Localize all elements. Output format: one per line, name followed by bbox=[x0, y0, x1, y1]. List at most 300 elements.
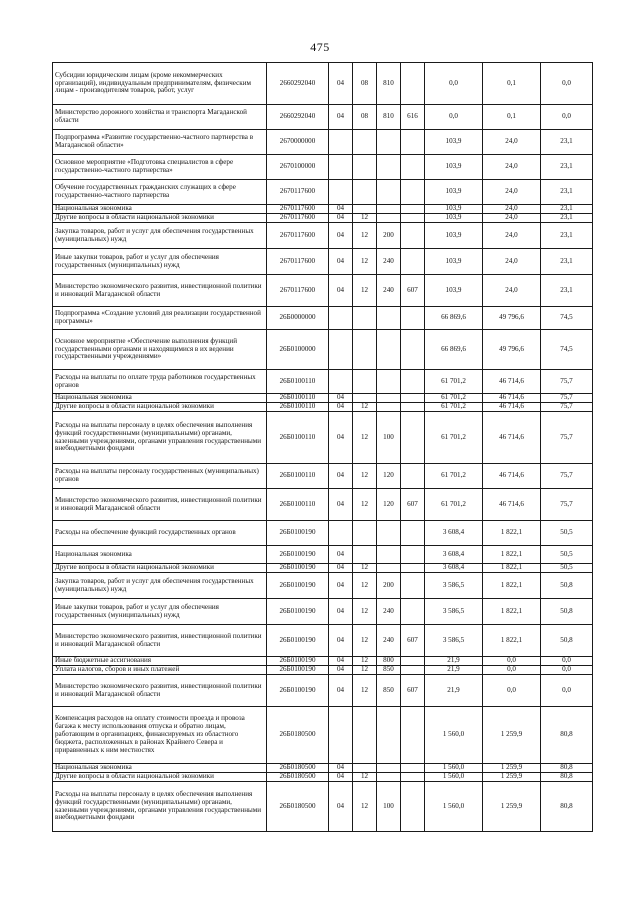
planned-amount: 103,9 bbox=[425, 180, 483, 205]
planned-amount: 66 869,6 bbox=[425, 330, 483, 370]
expense-type-code: 810 bbox=[377, 63, 401, 105]
section-code: 04 bbox=[329, 625, 353, 657]
administrator-code bbox=[401, 249, 425, 275]
expense-type-code bbox=[377, 521, 401, 546]
subsection-code: 12 bbox=[353, 275, 377, 307]
planned-amount: 61 701,2 bbox=[425, 370, 483, 394]
subsection-code: 12 bbox=[353, 625, 377, 657]
execution-percent: 80,8 bbox=[541, 773, 593, 782]
administrator-code bbox=[401, 394, 425, 403]
execution-percent: 75,7 bbox=[541, 403, 593, 412]
section-code: 04 bbox=[329, 105, 353, 130]
administrator-code bbox=[401, 666, 425, 675]
administrator-code: 607 bbox=[401, 675, 425, 707]
subsection-code: 12 bbox=[353, 403, 377, 412]
target-code: 2660292040 bbox=[267, 63, 329, 105]
administrator-code bbox=[401, 330, 425, 370]
subsection-code bbox=[353, 155, 377, 180]
target-code: 26Б0100190 bbox=[267, 675, 329, 707]
expense-type-code: 100 bbox=[377, 412, 401, 464]
executed-amount: 0,1 bbox=[483, 105, 541, 130]
execution-percent: 50,5 bbox=[541, 521, 593, 546]
row-name: Подпрограмма «Создание условий для реализации государственной программы» bbox=[53, 307, 267, 330]
administrator-code bbox=[401, 412, 425, 464]
executed-amount: 0,1 bbox=[483, 63, 541, 105]
section-code: 04 bbox=[329, 666, 353, 675]
target-code: 26Б0100110 bbox=[267, 403, 329, 412]
section-code bbox=[329, 330, 353, 370]
execution-percent: 50,5 bbox=[541, 546, 593, 564]
execution-percent: 75,7 bbox=[541, 464, 593, 489]
target-code: 26Б0180500 bbox=[267, 707, 329, 764]
execution-percent: 80,8 bbox=[541, 764, 593, 773]
planned-amount: 0,0 bbox=[425, 105, 483, 130]
administrator-code: 607 bbox=[401, 489, 425, 521]
row-name: Иные закупки товаров, работ и услуг для обеспечения государственных (муниципальных) нужд bbox=[53, 249, 267, 275]
planned-amount: 61 701,2 bbox=[425, 394, 483, 403]
table-row bbox=[53, 330, 593, 370]
administrator-code bbox=[401, 782, 425, 832]
target-code: 26Б0100190 bbox=[267, 546, 329, 564]
table-row bbox=[53, 599, 593, 625]
target-code: 26Б0180500 bbox=[267, 782, 329, 832]
section-code: 04 bbox=[329, 214, 353, 223]
table-row bbox=[53, 564, 593, 573]
target-code: 2670117600 bbox=[267, 205, 329, 214]
section-code: 04 bbox=[329, 657, 353, 666]
planned-amount: 3 586,5 bbox=[425, 573, 483, 599]
execution-percent: 50,8 bbox=[541, 625, 593, 657]
execution-percent: 75,7 bbox=[541, 412, 593, 464]
subsection-code: 12 bbox=[353, 573, 377, 599]
row-name: Обучение государственных гражданских служащих в сфере государственно-частного партнерства bbox=[53, 180, 267, 205]
table-row bbox=[53, 573, 593, 599]
executed-amount: 1 259,9 bbox=[483, 773, 541, 782]
section-code: 04 bbox=[329, 489, 353, 521]
administrator-code bbox=[401, 205, 425, 214]
planned-amount: 61 701,2 bbox=[425, 412, 483, 464]
subsection-code: 12 bbox=[353, 249, 377, 275]
section-code: 04 bbox=[329, 63, 353, 105]
expense-type-code bbox=[377, 307, 401, 330]
execution-percent: 23,1 bbox=[541, 249, 593, 275]
subsection-code bbox=[353, 180, 377, 205]
row-name: Другие вопросы в области национальной экономики bbox=[53, 773, 267, 782]
planned-amount: 103,9 bbox=[425, 155, 483, 180]
table-row bbox=[53, 782, 593, 832]
section-code: 04 bbox=[329, 773, 353, 782]
section-code: 04 bbox=[329, 394, 353, 403]
subsection-code: 12 bbox=[353, 666, 377, 675]
planned-amount: 3 608,4 bbox=[425, 564, 483, 573]
administrator-code bbox=[401, 214, 425, 223]
section-code: 04 bbox=[329, 403, 353, 412]
administrator-code bbox=[401, 63, 425, 105]
expense-type-code: 850 bbox=[377, 666, 401, 675]
executed-amount: 1 822,1 bbox=[483, 599, 541, 625]
budget-table bbox=[52, 62, 593, 832]
expense-type-code bbox=[377, 564, 401, 573]
target-code: 26Б0100110 bbox=[267, 412, 329, 464]
planned-amount: 61 701,2 bbox=[425, 403, 483, 412]
execution-percent: 75,7 bbox=[541, 394, 593, 403]
execution-percent: 50,8 bbox=[541, 599, 593, 625]
subsection-code: 08 bbox=[353, 105, 377, 130]
target-code: 26Б0100190 bbox=[267, 573, 329, 599]
execution-percent: 0,0 bbox=[541, 666, 593, 675]
execution-percent: 23,1 bbox=[541, 130, 593, 155]
target-code: 26Б0100190 bbox=[267, 521, 329, 546]
planned-amount: 3 586,5 bbox=[425, 599, 483, 625]
target-code: 26Б0000000 bbox=[267, 307, 329, 330]
administrator-code bbox=[401, 155, 425, 180]
planned-amount: 66 869,6 bbox=[425, 307, 483, 330]
administrator-code bbox=[401, 573, 425, 599]
target-code: 26Б0100190 bbox=[267, 564, 329, 573]
subsection-code: 12 bbox=[353, 412, 377, 464]
planned-amount: 0,0 bbox=[425, 63, 483, 105]
section-code: 04 bbox=[329, 675, 353, 707]
administrator-code: 607 bbox=[401, 625, 425, 657]
executed-amount: 24,0 bbox=[483, 223, 541, 249]
target-code: 26Б0180500 bbox=[267, 764, 329, 773]
target-code: 26Б0100110 bbox=[267, 489, 329, 521]
administrator-code bbox=[401, 464, 425, 489]
expense-type-code: 120 bbox=[377, 464, 401, 489]
planned-amount: 61 701,2 bbox=[425, 489, 483, 521]
executed-amount: 0,0 bbox=[483, 657, 541, 666]
row-name: Расходы на обеспечение функций государственных органов bbox=[53, 521, 267, 546]
execution-percent: 23,1 bbox=[541, 205, 593, 214]
table-row bbox=[53, 773, 593, 782]
table-row bbox=[53, 223, 593, 249]
target-code: 26Б0100110 bbox=[267, 394, 329, 403]
executed-amount: 49 796,6 bbox=[483, 307, 541, 330]
table-row bbox=[53, 489, 593, 521]
subsection-code: 12 bbox=[353, 564, 377, 573]
table-row bbox=[53, 370, 593, 394]
target-code: 26Б0100190 bbox=[267, 625, 329, 657]
planned-amount: 21,9 bbox=[425, 657, 483, 666]
expense-type-code bbox=[377, 214, 401, 223]
subsection-code: 12 bbox=[353, 657, 377, 666]
planned-amount: 103,9 bbox=[425, 249, 483, 275]
row-name: Основное мероприятие «Подготовка специалистов в сфере государственно-частного партнерства» bbox=[53, 155, 267, 180]
administrator-code bbox=[401, 223, 425, 249]
row-name: Расходы на выплаты по оплате труда работников государственных органов bbox=[53, 370, 267, 394]
table-row bbox=[53, 521, 593, 546]
execution-percent: 23,1 bbox=[541, 275, 593, 307]
target-code: 26Б0100190 bbox=[267, 657, 329, 666]
table-row bbox=[53, 63, 593, 105]
target-code: 26Б0100110 bbox=[267, 370, 329, 394]
execution-percent: 23,1 bbox=[541, 223, 593, 249]
executed-amount: 46 714,6 bbox=[483, 370, 541, 394]
target-code: 2660292040 bbox=[267, 105, 329, 130]
administrator-code bbox=[401, 707, 425, 764]
planned-amount: 3 586,5 bbox=[425, 625, 483, 657]
executed-amount: 46 714,6 bbox=[483, 464, 541, 489]
executed-amount: 1 822,1 bbox=[483, 625, 541, 657]
administrator-code bbox=[401, 564, 425, 573]
row-name: Основное мероприятие «Обеспечение выполнения функций государственными органами и находящимися в их ведении государственными учреждениями» bbox=[53, 330, 267, 370]
expense-type-code: 240 bbox=[377, 275, 401, 307]
subsection-code bbox=[353, 546, 377, 564]
target-code: 2670117600 bbox=[267, 180, 329, 205]
row-name: Другие вопросы в области национальной экономики bbox=[53, 214, 267, 223]
subsection-code: 12 bbox=[353, 675, 377, 707]
table-row bbox=[53, 105, 593, 130]
row-name: Закупка товаров, работ и услуг для обеспечения государственных (муниципальных) нужд bbox=[53, 573, 267, 599]
executed-amount: 24,0 bbox=[483, 205, 541, 214]
subsection-code: 08 bbox=[353, 63, 377, 105]
row-name: Закупка товаров, работ и услуг для обеспечения государственных (муниципальных) нужд bbox=[53, 223, 267, 249]
executed-amount: 24,0 bbox=[483, 155, 541, 180]
executed-amount: 46 714,6 bbox=[483, 403, 541, 412]
execution-percent: 50,5 bbox=[541, 564, 593, 573]
execution-percent: 50,8 bbox=[541, 573, 593, 599]
planned-amount: 1 560,0 bbox=[425, 782, 483, 832]
expense-type-code bbox=[377, 773, 401, 782]
planned-amount: 103,9 bbox=[425, 205, 483, 214]
section-code bbox=[329, 370, 353, 394]
executed-amount: 1 822,1 bbox=[483, 573, 541, 599]
subsection-code: 12 bbox=[353, 214, 377, 223]
planned-amount: 1 560,0 bbox=[425, 707, 483, 764]
administrator-code bbox=[401, 764, 425, 773]
expense-type-code bbox=[377, 707, 401, 764]
subsection-code bbox=[353, 521, 377, 546]
table-row bbox=[53, 180, 593, 205]
planned-amount: 3 608,4 bbox=[425, 546, 483, 564]
section-code: 04 bbox=[329, 205, 353, 214]
executed-amount: 49 796,6 bbox=[483, 330, 541, 370]
administrator-code bbox=[401, 657, 425, 666]
subsection-code: 12 bbox=[353, 782, 377, 832]
section-code: 04 bbox=[329, 249, 353, 275]
row-name: Другие вопросы в области национальной экономики bbox=[53, 403, 267, 412]
planned-amount: 21,9 bbox=[425, 666, 483, 675]
expense-type-code bbox=[377, 370, 401, 394]
row-name: Национальная экономика bbox=[53, 764, 267, 773]
table-row bbox=[53, 675, 593, 707]
target-code: 2670117600 bbox=[267, 275, 329, 307]
target-code: 26Б0100190 bbox=[267, 666, 329, 675]
expense-type-code: 810 bbox=[377, 105, 401, 130]
subsection-code bbox=[353, 707, 377, 764]
executed-amount: 1 822,1 bbox=[483, 546, 541, 564]
row-name: Субсидии юридическим лицам (кроме некоммерческих организаций), индивидуальным предпринимателям, физическим лицам - производителям товаров, работ, услуг bbox=[53, 63, 267, 105]
table-row bbox=[53, 307, 593, 330]
execution-percent: 74,5 bbox=[541, 307, 593, 330]
row-name: Подпрограмма «Развитие государственно-частного партнерства в Магаданской области» bbox=[53, 130, 267, 155]
administrator-code bbox=[401, 546, 425, 564]
row-name: Расходы на выплаты персоналу в целях обеспечения выполнения функций государственными (муниципальными) органами, казенными учреждениями, органами управления государственными внебюджетными фондами bbox=[53, 412, 267, 464]
subsection-code bbox=[353, 370, 377, 394]
planned-amount: 21,9 bbox=[425, 675, 483, 707]
subsection-code bbox=[353, 130, 377, 155]
table-row bbox=[53, 666, 593, 675]
expense-type-code: 100 bbox=[377, 782, 401, 832]
section-code bbox=[329, 130, 353, 155]
execution-percent: 80,8 bbox=[541, 707, 593, 764]
row-name: Национальная экономика bbox=[53, 546, 267, 564]
table-row bbox=[53, 275, 593, 307]
execution-percent: 80,8 bbox=[541, 782, 593, 832]
administrator-code bbox=[401, 130, 425, 155]
execution-percent: 0,0 bbox=[541, 105, 593, 130]
executed-amount: 1 259,9 bbox=[483, 707, 541, 764]
planned-amount: 61 701,2 bbox=[425, 464, 483, 489]
section-code: 04 bbox=[329, 412, 353, 464]
subsection-code bbox=[353, 307, 377, 330]
administrator-code bbox=[401, 521, 425, 546]
administrator-code bbox=[401, 403, 425, 412]
page-number: 475 bbox=[310, 40, 330, 54]
target-code: 2670117600 bbox=[267, 223, 329, 249]
table-row bbox=[53, 130, 593, 155]
execution-percent: 74,5 bbox=[541, 330, 593, 370]
section-code: 04 bbox=[329, 464, 353, 489]
expense-type-code: 200 bbox=[377, 573, 401, 599]
execution-percent: 75,7 bbox=[541, 370, 593, 394]
executed-amount: 1 259,9 bbox=[483, 782, 541, 832]
planned-amount: 103,9 bbox=[425, 275, 483, 307]
row-name: Иные бюджетные ассигнования bbox=[53, 657, 267, 666]
execution-percent: 23,1 bbox=[541, 214, 593, 223]
target-code: 26Б0100190 bbox=[267, 599, 329, 625]
target-code: 26Б0180500 bbox=[267, 773, 329, 782]
executed-amount: 24,0 bbox=[483, 130, 541, 155]
executed-amount: 24,0 bbox=[483, 180, 541, 205]
execution-percent: 75,7 bbox=[541, 489, 593, 521]
table-body bbox=[53, 63, 593, 832]
subsection-code bbox=[353, 330, 377, 370]
subsection-code: 12 bbox=[353, 223, 377, 249]
section-code bbox=[329, 707, 353, 764]
section-code: 04 bbox=[329, 275, 353, 307]
target-code: 2670117600 bbox=[267, 249, 329, 275]
row-name: Министерство дорожного хозяйства и транспорта Магаданской области bbox=[53, 105, 267, 130]
section-code: 04 bbox=[329, 546, 353, 564]
row-name: Министерство экономического развития, инвестиционной политики и инноваций Магаданской области bbox=[53, 625, 267, 657]
row-name: Расходы на выплаты персоналу в целях обеспечения выполнения функций государственными (муниципальными) органами, казенными учреждениями, органами управления государственными внебюджетными фондами bbox=[53, 782, 267, 832]
table-row bbox=[53, 412, 593, 464]
administrator-code bbox=[401, 180, 425, 205]
administrator-code bbox=[401, 773, 425, 782]
expense-type-code: 240 bbox=[377, 249, 401, 275]
section-code: 04 bbox=[329, 782, 353, 832]
expense-type-code bbox=[377, 155, 401, 180]
section-code: 04 bbox=[329, 573, 353, 599]
expense-type-code bbox=[377, 330, 401, 370]
row-name: Министерство экономического развития, инвестиционной политики и инноваций Магаданской области bbox=[53, 675, 267, 707]
row-name: Национальная экономика bbox=[53, 394, 267, 403]
section-code bbox=[329, 307, 353, 330]
execution-percent: 23,1 bbox=[541, 180, 593, 205]
expense-type-code bbox=[377, 205, 401, 214]
expense-type-code: 200 bbox=[377, 223, 401, 249]
expense-type-code: 240 bbox=[377, 625, 401, 657]
administrator-code: 616 bbox=[401, 105, 425, 130]
section-code: 04 bbox=[329, 599, 353, 625]
execution-percent: 23,1 bbox=[541, 155, 593, 180]
planned-amount: 103,9 bbox=[425, 223, 483, 249]
executed-amount: 24,0 bbox=[483, 249, 541, 275]
table-row bbox=[53, 155, 593, 180]
expense-type-code bbox=[377, 130, 401, 155]
table-row bbox=[53, 625, 593, 657]
expense-type-code: 850 bbox=[377, 675, 401, 707]
expense-type-code bbox=[377, 394, 401, 403]
target-code: 26Б0100000 bbox=[267, 330, 329, 370]
table-row bbox=[53, 464, 593, 489]
section-code: 04 bbox=[329, 564, 353, 573]
planned-amount: 103,9 bbox=[425, 130, 483, 155]
executed-amount: 24,0 bbox=[483, 214, 541, 223]
execution-percent: 0,0 bbox=[541, 657, 593, 666]
row-name: Другие вопросы в области национальной экономики bbox=[53, 564, 267, 573]
target-code: 2670000000 bbox=[267, 130, 329, 155]
executed-amount: 1 822,1 bbox=[483, 564, 541, 573]
table-row bbox=[53, 546, 593, 564]
target-code: 2670117600 bbox=[267, 214, 329, 223]
table-row bbox=[53, 403, 593, 412]
subsection-code: 12 bbox=[353, 464, 377, 489]
executed-amount: 24,0 bbox=[483, 275, 541, 307]
expense-type-code bbox=[377, 546, 401, 564]
subsection-code: 12 bbox=[353, 773, 377, 782]
expense-type-code bbox=[377, 764, 401, 773]
expense-type-code: 800 bbox=[377, 657, 401, 666]
expense-type-code bbox=[377, 180, 401, 205]
target-code: 26Б0100110 bbox=[267, 464, 329, 489]
administrator-code bbox=[401, 307, 425, 330]
table-row bbox=[53, 249, 593, 275]
section-code bbox=[329, 155, 353, 180]
table-row bbox=[53, 707, 593, 764]
table-row bbox=[53, 214, 593, 223]
row-name: Уплата налогов, сборов и иных платежей bbox=[53, 666, 267, 675]
subsection-code: 12 bbox=[353, 599, 377, 625]
row-name: Компенсация расходов на оплату стоимости проезда и провоза багажа к месту использования отпуска и обратно лицам, работающим в организациях, финансируемых из областного бюджета, расположенных в районах Крайнего Севера и приравненных к ним местностях bbox=[53, 707, 267, 764]
executed-amount: 46 714,6 bbox=[483, 412, 541, 464]
section-code: 04 bbox=[329, 223, 353, 249]
administrator-code bbox=[401, 599, 425, 625]
planned-amount: 3 608,4 bbox=[425, 521, 483, 546]
administrator-code bbox=[401, 370, 425, 394]
section-code: 04 bbox=[329, 764, 353, 773]
row-name: Министерство экономического развития, инвестиционной политики и инноваций Магаданской области bbox=[53, 275, 267, 307]
row-name: Национальная экономика bbox=[53, 205, 267, 214]
section-code bbox=[329, 180, 353, 205]
expense-type-code bbox=[377, 403, 401, 412]
administrator-code: 607 bbox=[401, 275, 425, 307]
executed-amount: 1 259,9 bbox=[483, 764, 541, 773]
execution-percent: 0,0 bbox=[541, 675, 593, 707]
execution-percent: 0,0 bbox=[541, 63, 593, 105]
expense-type-code: 120 bbox=[377, 489, 401, 521]
expense-type-code: 240 bbox=[377, 599, 401, 625]
subsection-code: 12 bbox=[353, 489, 377, 521]
executed-amount: 1 822,1 bbox=[483, 521, 541, 546]
row-name: Иные закупки товаров, работ и услуг для обеспечения государственных (муниципальных) нужд bbox=[53, 599, 267, 625]
executed-amount: 46 714,6 bbox=[483, 394, 541, 403]
planned-amount: 1 560,0 bbox=[425, 764, 483, 773]
executed-amount: 0,0 bbox=[483, 675, 541, 707]
section-code bbox=[329, 521, 353, 546]
executed-amount: 0,0 bbox=[483, 666, 541, 675]
